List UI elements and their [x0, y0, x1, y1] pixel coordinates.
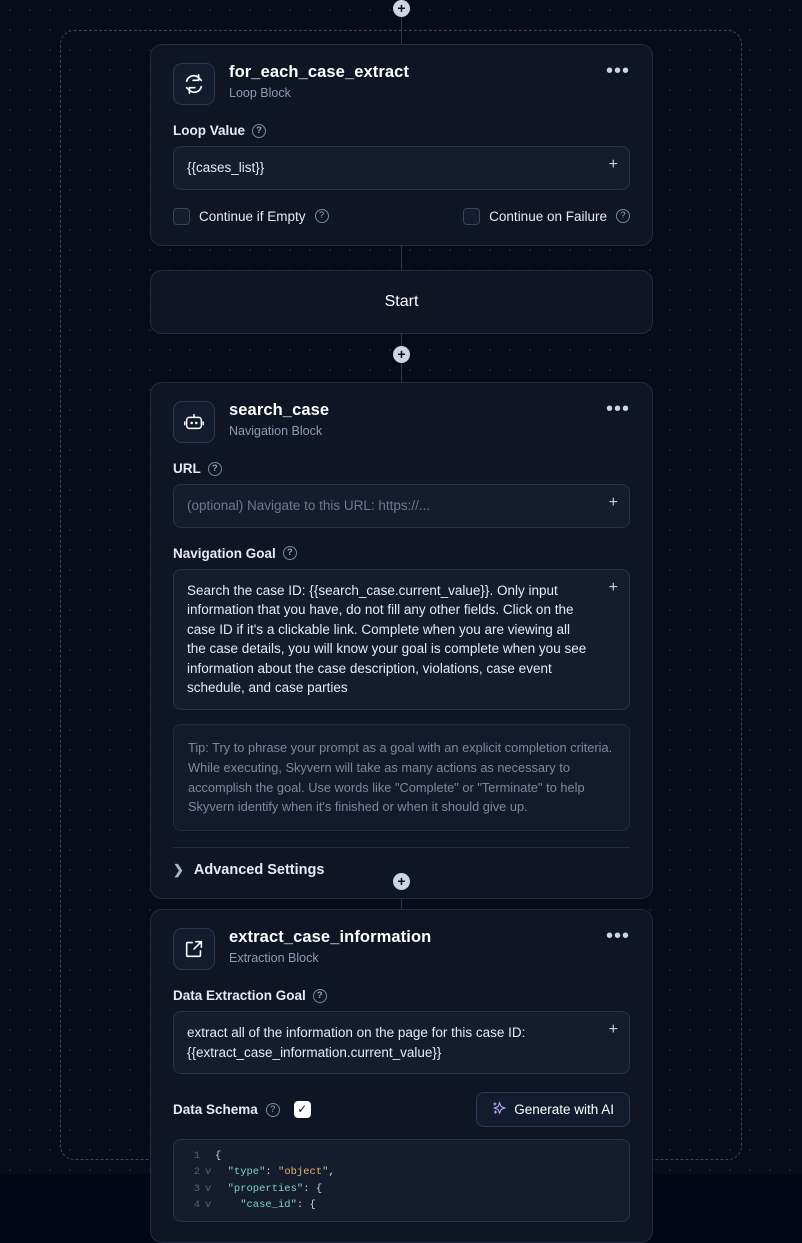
loop-value-text: {{cases_list}} [187, 160, 265, 175]
add-parameter-icon[interactable]: + [608, 494, 618, 511]
navigation-goal-text: Search the case ID: {{search_case.current_value}}. Only input information that you have, do not fill any other fields. Click on the case ID if it's a clickable link. Complete when you are viewing all the case details, you will know your goal is complete when you see information about the case description, violations, case event schedule, and case parties [187, 582, 587, 696]
data-extraction-goal-label-text: Data Extraction Goal [173, 988, 306, 1003]
data-extraction-goal-textarea[interactable] [173, 1011, 630, 1074]
extract-icon [173, 928, 215, 970]
help-icon[interactable]: ? [208, 462, 222, 476]
chevron-right-icon: ❯ [173, 862, 184, 878]
help-icon[interactable]: ? [283, 546, 297, 560]
loop-icon [173, 63, 215, 105]
generate-with-ai-label: Generate with AI [514, 1102, 614, 1118]
data-schema-code-editor[interactable] [173, 1139, 630, 1222]
data-extraction-goal-text: extract all of the information on the page for this case ID: {{extract_case_information.current_value}} [187, 1025, 526, 1060]
code-line: 2 v "type": "object", [193, 1166, 335, 1179]
loop-value-input[interactable] [173, 146, 630, 190]
add-parameter-icon[interactable]: + [608, 1021, 618, 1038]
loop-value-label [173, 123, 630, 138]
navigation-goal-label-text: Navigation Goal [173, 545, 276, 561]
add-parameter-icon[interactable]: + [608, 578, 618, 596]
loop-value-label-text: Loop Value [173, 123, 246, 138]
continue-if-empty-checkbox[interactable] [173, 208, 190, 225]
loop-block[interactable] [150, 44, 653, 246]
start-block[interactable] [150, 270, 653, 334]
navigation-block-title: search_case [229, 401, 330, 419]
code-line: 1 { [193, 1150, 222, 1163]
continue-on-failure-checkbox[interactable] [463, 208, 480, 225]
extraction-block[interactable] [150, 909, 653, 1243]
code-line: 3 v "properties": { [193, 1182, 323, 1195]
continue-if-empty-option[interactable] [173, 208, 329, 225]
loop-block-title: for_each_case_extract [229, 63, 410, 81]
loop-block-subtitle: Loop Block [229, 86, 291, 100]
start-block-label: Start [384, 293, 419, 310]
navigation-block-menu-icon[interactable]: ••• [605, 398, 630, 420]
continue-on-failure-label: Continue on Failure [489, 208, 607, 224]
data-schema-label: Data Schema [173, 1102, 258, 1118]
loop-block-header [173, 60, 630, 105]
url-label [173, 461, 630, 476]
help-icon[interactable]: ? [266, 1103, 280, 1117]
extraction-block-menu-icon[interactable]: ••• [605, 925, 630, 947]
navigation-goal-label [173, 546, 630, 561]
url-input[interactable] [173, 484, 630, 528]
continue-if-empty-label: Continue if Empty [199, 208, 306, 224]
help-icon[interactable]: ? [252, 124, 266, 138]
navigation-goal-textarea[interactable] [173, 569, 630, 710]
generate-with-ai-button[interactable] [476, 1092, 630, 1127]
help-icon[interactable]: ? [315, 209, 329, 223]
url-label-text: URL [173, 461, 201, 476]
navigation-block[interactable] [150, 382, 653, 899]
help-icon[interactable]: ? [313, 989, 327, 1003]
data-extraction-goal-label [173, 988, 630, 1003]
extraction-block-header [173, 925, 630, 970]
sparkle-icon [492, 1101, 506, 1118]
extraction-block-subtitle: Extraction Block [229, 951, 319, 965]
add-parameter-icon[interactable]: + [608, 156, 618, 173]
navigation-tip: Tip: Try to phrase your prompt as a goal with an explicit completion criteria. While executing, Skyvern will take as many actions as necessary to accomplish the goal. Use words like "Complete" or "Terminate" to help Skyvern identify when it's finished or when it should give up. [173, 724, 630, 831]
advanced-settings-label: Advanced Settings [193, 862, 325, 879]
loop-block-menu-icon[interactable]: ••• [605, 60, 630, 82]
data-schema-row [173, 1092, 630, 1127]
add-block-node-top[interactable]: + [393, 0, 410, 17]
add-block-node-2[interactable]: + [393, 873, 410, 890]
code-line: 4 v "case_id": { [193, 1198, 316, 1211]
navigation-block-header [173, 398, 630, 443]
extraction-block-title: extract_case_information [229, 928, 432, 946]
continue-on-failure-option[interactable] [463, 208, 630, 225]
navigation-block-subtitle: Navigation Block [229, 424, 323, 438]
url-placeholder-text: (optional) Navigate to this URL: https://... [187, 498, 431, 513]
data-schema-checkbox[interactable]: ✓ [294, 1101, 311, 1118]
divider [173, 847, 630, 848]
robot-icon [173, 401, 215, 443]
help-icon[interactable]: ? [616, 209, 630, 223]
loop-options-row [173, 208, 630, 225]
add-block-node-1[interactable]: + [393, 346, 410, 363]
